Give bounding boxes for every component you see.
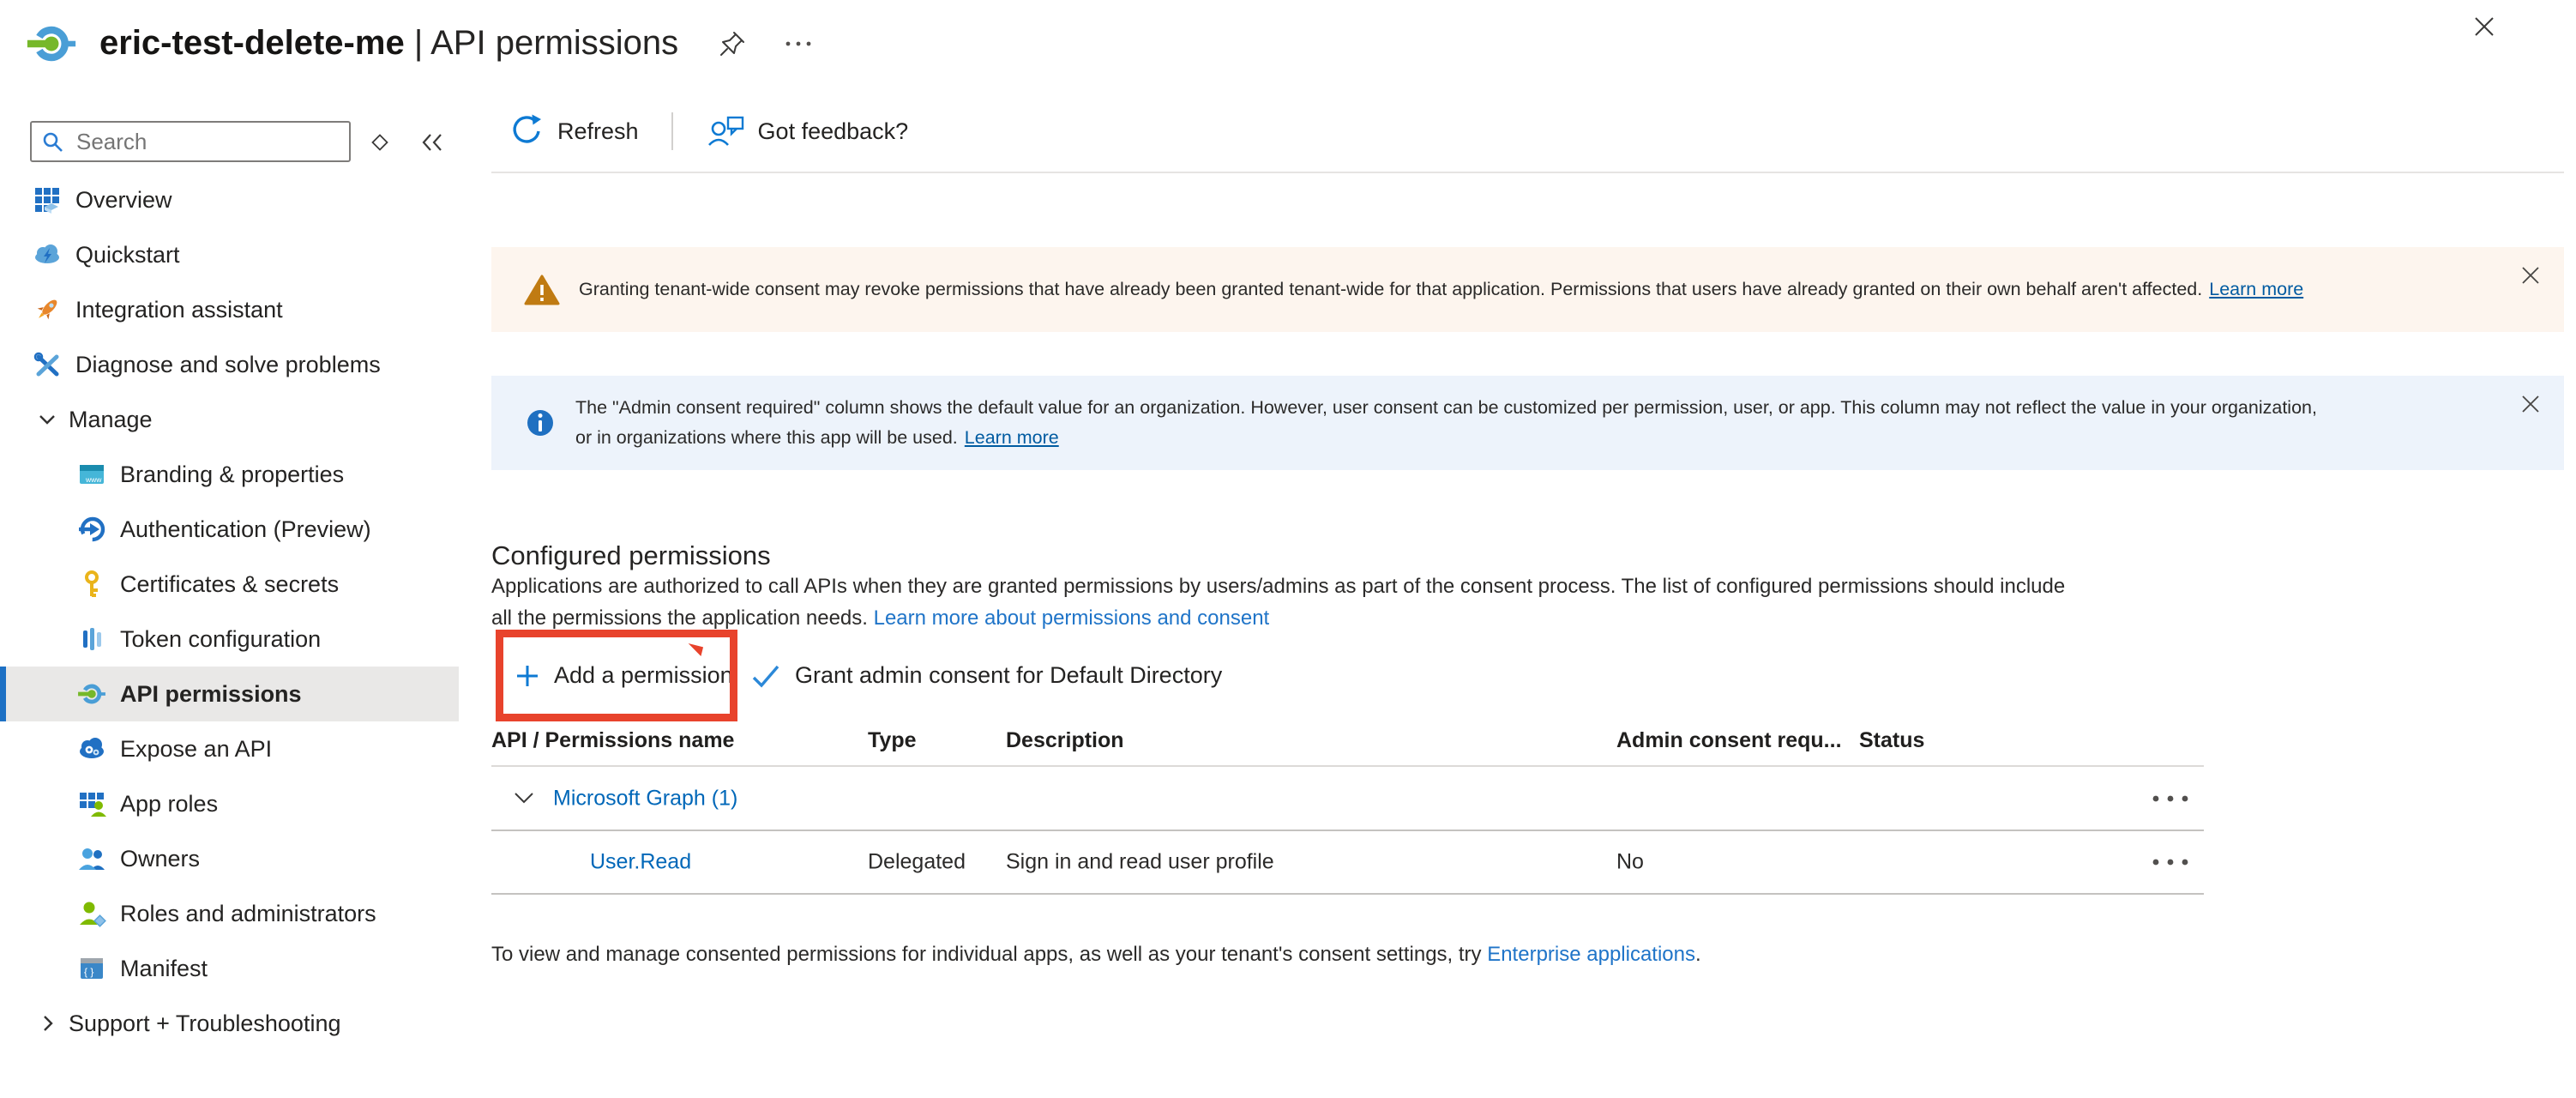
table-row [491, 831, 2204, 893]
command-bar [509, 112, 908, 150]
section-description [491, 570, 2065, 634]
info-learn-more-link[interactable]: Learn more [964, 427, 1059, 448]
app-name: eric-test-delete-me [99, 24, 405, 62]
cloud-gears-icon [77, 734, 106, 763]
expand-chevron-icon[interactable] [513, 790, 535, 807]
sidebar-group-manage[interactable] [0, 392, 459, 447]
title-page: API permissions [430, 24, 679, 62]
key-icon [77, 570, 106, 599]
info-banner [491, 376, 2564, 470]
search-icon [41, 130, 65, 154]
footer-period: . [1695, 943, 1701, 966]
chevron-down-icon [36, 408, 58, 431]
sidebar-item-api-permissions[interactable] [0, 667, 459, 721]
sidebar-item-label: API permissions [120, 680, 302, 707]
sidebar-item-label: Roles and administrators [120, 900, 376, 926]
api-permissions-app-icon [26, 18, 77, 69]
more-icon[interactable] [781, 38, 816, 50]
sidebar-item-label: App roles [120, 790, 219, 817]
svg-text:www: www [86, 475, 102, 484]
permission-type: Delegated [868, 849, 966, 874]
blade-header [0, 0, 2576, 87]
dismiss-warning-icon[interactable] [2519, 264, 2542, 287]
sidebar-item-authentication[interactable] [0, 502, 459, 557]
quickstart-cloud-icon [33, 240, 62, 269]
tools-icon [33, 350, 62, 379]
sidebar-item-quickstart[interactable] [0, 227, 459, 282]
warning-text: Granting tenant-wide consent may revoke permissions that have already been granted tenant-wide for that application. Permissions that users have already granted on their own behalf aren't affected. [579, 279, 2203, 299]
code-window-icon [77, 954, 106, 983]
refresh-icon [509, 113, 545, 149]
table-rule [491, 893, 2204, 895]
sidebar-item-roles-administrators[interactable] [0, 886, 459, 941]
sidebar-item-integration-assistant[interactable] [0, 282, 459, 337]
feedback-icon [706, 115, 745, 148]
grant-admin-consent-label: Grant admin consent for Default Directory [795, 662, 1223, 688]
info-icon [524, 407, 557, 439]
col-description: Description [1006, 728, 1124, 752]
feedback-button[interactable] [706, 115, 909, 148]
sidebar-item-branding[interactable] [0, 447, 459, 502]
people-icon [77, 844, 106, 873]
pin-icon[interactable] [718, 29, 747, 58]
search-box [30, 121, 351, 162]
info-text-line2: or in organizations where this app will be used. [575, 427, 958, 448]
sidebar-item-owners[interactable] [0, 831, 459, 886]
warning-icon [524, 274, 560, 306]
sidebar-group-support[interactable] [0, 996, 459, 1051]
grid-person-icon [77, 789, 106, 818]
row-menu-icon[interactable] [2151, 793, 2190, 804]
person-cube-icon [77, 899, 106, 928]
sidebar-nav [0, 172, 459, 1051]
section-title: Configured permissions [491, 540, 771, 570]
sidebar-item-label: Quickstart [75, 241, 180, 268]
row-menu-icon[interactable] [2151, 857, 2190, 867]
col-api-permissions-name: API / Permissions name [491, 728, 735, 752]
col-type: Type [868, 728, 917, 752]
col-admin-consent: Admin consent requ... [1616, 728, 1842, 752]
search-input[interactable] [30, 121, 351, 162]
collapse-sidebar-icon[interactable] [420, 131, 444, 154]
toolbar-divider [671, 112, 673, 150]
sidebar-item-label: Token configuration [120, 625, 322, 652]
permissions-consent-link[interactable]: Learn more about permissions and consent [873, 606, 1270, 630]
sidebar-item-app-roles[interactable] [0, 776, 459, 831]
sidebar-item-certificates[interactable] [0, 557, 459, 612]
rocket-icon [33, 295, 62, 324]
table-group-row [491, 767, 2204, 830]
refresh-button[interactable] [509, 113, 639, 149]
check-icon [750, 661, 781, 691]
page-title [99, 24, 678, 63]
info-text-line1: The "Admin consent required" column shows the default value for an organization. However, user consent can be customized per permission, user, or app. This column may not reflect the value in your organization, [575, 397, 2317, 418]
close-icon[interactable] [2471, 14, 2497, 39]
permission-description: Sign in and read user profile [1006, 849, 1274, 874]
svg-text:{ }: { } [84, 966, 94, 978]
toolbar-rule [491, 172, 2564, 173]
sidebar-item-overview[interactable] [0, 172, 459, 227]
feedback-label: Got feedback? [757, 118, 909, 144]
col-status: Status [1859, 728, 1925, 752]
sidebar [0, 87, 459, 1098]
sidebar-group-label: Manage [69, 406, 153, 432]
sidebar-item-label: Certificates & secrets [120, 570, 340, 597]
sidebar-item-token-configuration[interactable] [0, 612, 459, 667]
add-permission-label: Add a permission [554, 662, 733, 688]
main-content [491, 87, 2576, 1098]
sidebar-item-manifest[interactable] [0, 941, 459, 996]
overview-grid-icon [33, 185, 62, 214]
warning-learn-more-link[interactable]: Learn more [2209, 279, 2304, 299]
sidebar-item-label: Branding & properties [120, 461, 345, 487]
sidebar-item-label: Manifest [120, 955, 208, 981]
permission-admin-consent: No [1616, 849, 1644, 874]
sidebar-item-label: Overview [75, 186, 172, 213]
sidebar-group-label: Support + Troubleshooting [69, 1010, 341, 1036]
sign-in-arrow-icon [77, 515, 106, 544]
sidebar-item-label: Diagnose and solve problems [75, 351, 381, 377]
footer-text: To view and manage consented permissions for individual apps, as well as your tenant's consent settings, try [491, 943, 1488, 966]
sliders-icon [77, 624, 106, 654]
sidebar-item-label: Expose an API [120, 735, 273, 762]
sidebar-item-label: Owners [120, 845, 201, 872]
api-permissions-icon [77, 679, 106, 709]
footer-note [491, 943, 1701, 967]
grant-admin-consent-button[interactable] [750, 630, 1222, 721]
title-divider: | [413, 24, 424, 62]
sort-toggle-icon[interactable] [369, 131, 391, 154]
refresh-label: Refresh [557, 118, 639, 144]
description-line2: all the permissions the application needs. [491, 606, 868, 630]
sidebar-item-expose-api[interactable] [0, 721, 459, 776]
chevron-right-icon [36, 1012, 58, 1035]
sidebar-item-label: Integration assistant [75, 296, 283, 323]
sidebar-item-label: Authentication (Preview) [120, 516, 371, 542]
microsoft-graph-link[interactable]: Microsoft Graph (1) [553, 786, 738, 810]
description-line1: Applications are authorized to call APIs when they are granted permissions by users/admins as part of the consent process. The list of configured permissions should include [491, 575, 2066, 598]
sidebar-item-diagnose[interactable] [0, 337, 459, 392]
warning-banner [491, 247, 2564, 332]
browser-window-icon [77, 460, 106, 489]
permission-name-link[interactable]: User.Read [590, 849, 692, 874]
add-permission-button[interactable] [496, 630, 737, 721]
plus-icon [515, 663, 540, 689]
enterprise-applications-link[interactable]: Enterprise applications [1487, 943, 1696, 966]
dismiss-info-icon[interactable] [2519, 393, 2542, 415]
